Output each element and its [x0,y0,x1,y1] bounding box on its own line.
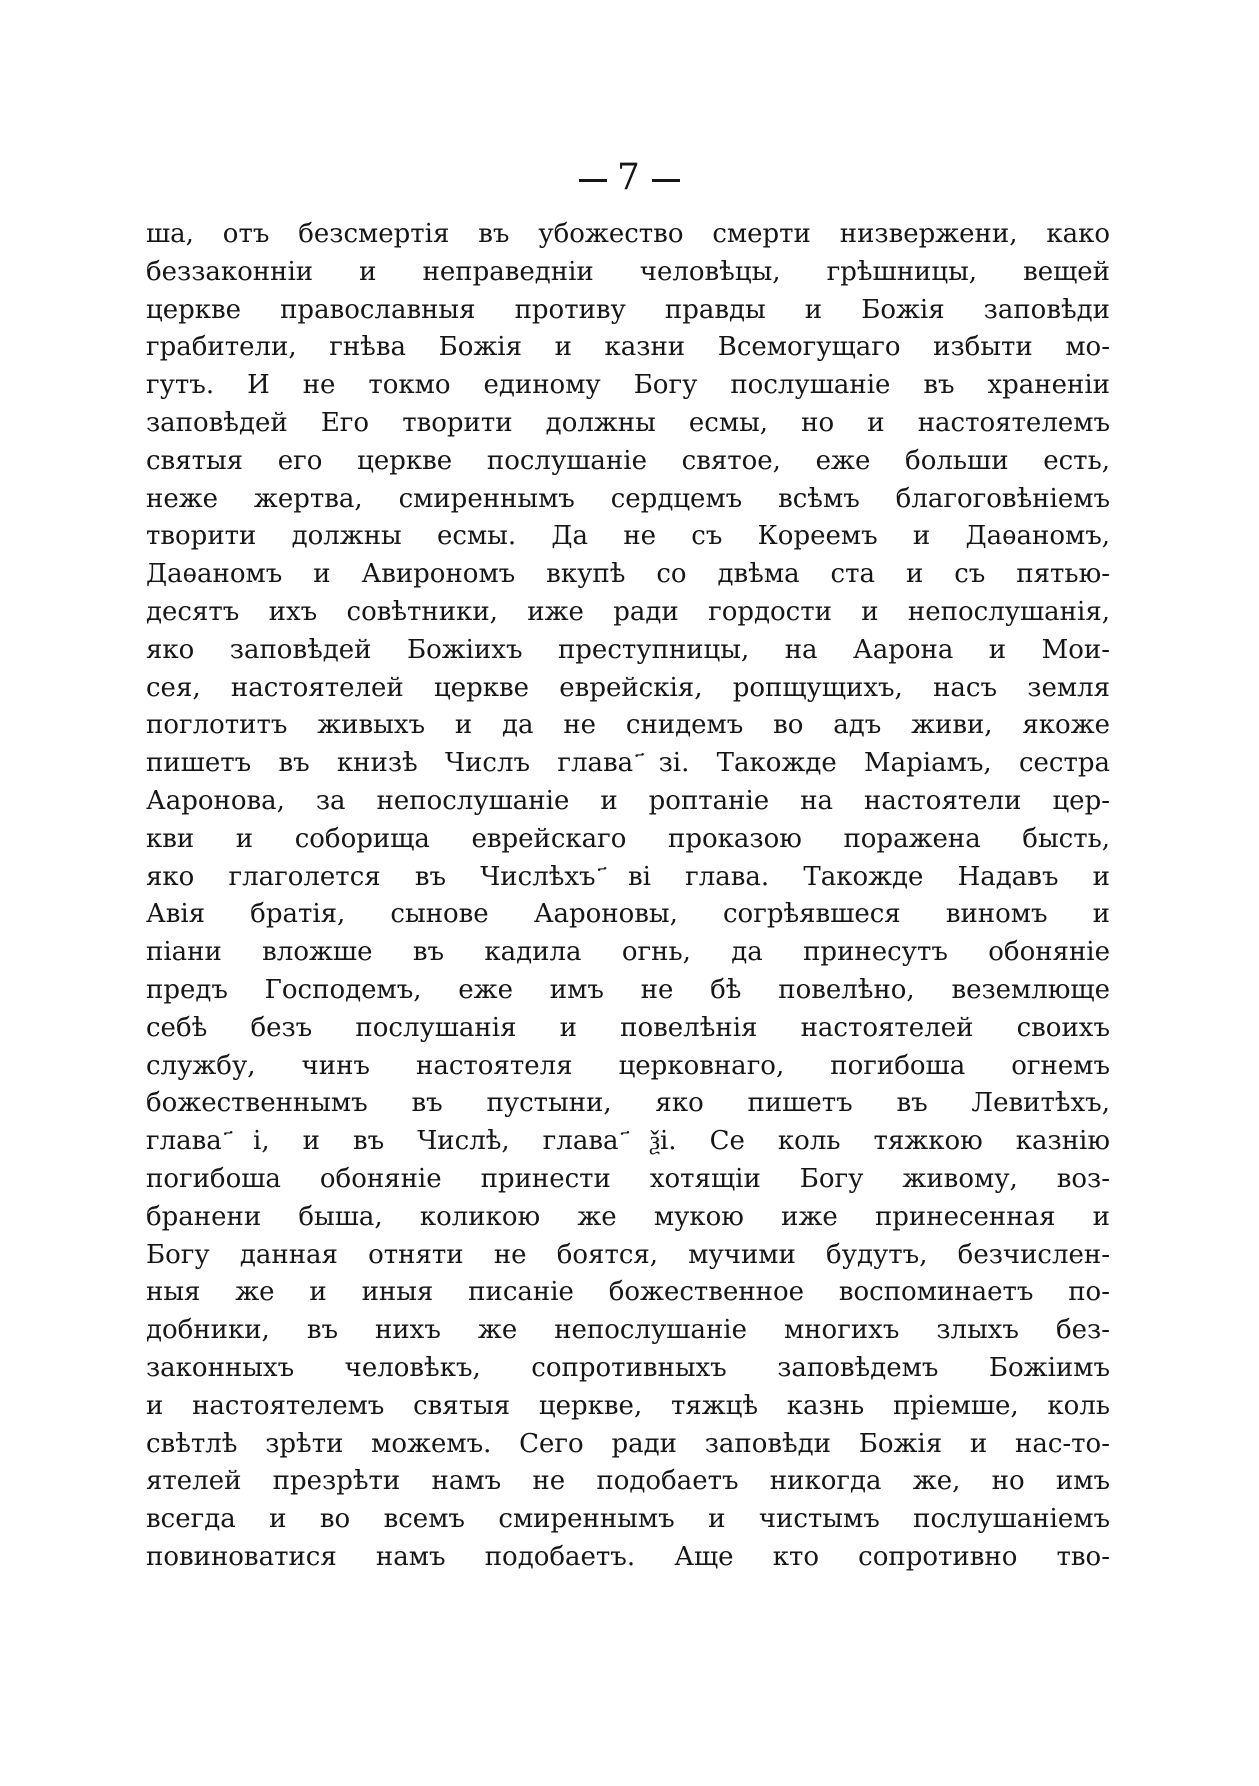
page-number: 7 [617,157,642,198]
page-number-header [0,158,1259,198]
text-line: ятелей презрѣти намъ не подобаетъ никогда же, но имъ [146,1466,1110,1497]
text-line: предъ Господемъ, еже имъ не бѣ повелѣно, веземлюще [146,974,1110,1005]
text-line: добники, въ нихъ же непослушаніе многихъ злыхъ без- [146,1315,1110,1346]
text-line: яко глаголется въ Числѣхъ ҃ві глава. Такожде Надавъ и [146,861,1110,892]
text-line: Даѳаномъ и Авирономъ вкупѣ со двѣма ста и съ пятью- [146,559,1110,590]
text-line: церкве православныя противу правды и Божія заповѣди [146,294,1110,325]
text-line: неже жертва, смиреннымъ сердцемъ всѣмъ благоговѣніемъ [146,483,1110,514]
right-dash [652,179,680,182]
text-line: заповѣдей Его творити должны есмы, но и настоятелемъ [146,407,1110,438]
text-line: Богу данная отняти не боятся, мучими будутъ, безчислен- [146,1239,1110,1270]
text-line: Ааронова, за непослушаніе и роптаніе на настоятели цер- [146,785,1110,816]
text-line: службу, чинъ настоятеля церковнаго, погибоша огнемъ [146,1050,1110,1081]
text-line: всегда и во всемъ смиреннымъ и чистымъ послушаніемъ [146,1504,1110,1535]
text-line: Авія братія, сынове Аароновы, согрѣявшеся виномъ и [146,899,1110,930]
text-line: погибоша обоняніе принести хотящіи Богу живому, воз- [146,1163,1110,1194]
text-line: грабители, гнѣва Божія и казни Всемогущаго избыти мо- [146,332,1110,363]
text-line: кви и соборища еврейскаго проказою поражена бысть, [146,823,1110,854]
text-line: сея, настоятелей церкве еврейскія, ропщущихъ, насъ земля [146,672,1110,703]
body-text [146,216,1110,1577]
text-line: святыя его церкве послушаніе святое, еже больши есть, [146,445,1110,476]
text-line: беззаконніи и неправедніи человѣцы, грѣшницы, вещей [146,256,1110,287]
left-dash [579,179,607,182]
text-line: ныя же и иныя писаніе божественное воспоминаетъ по- [146,1277,1110,1308]
text-line: глава ҃і, и въ Числѣ, глава ҃ѯі. Се коль тяжкою казнію [146,1126,1110,1157]
text-line: законныхъ человѣкъ, сопротивныхъ заповѣдемъ Божіимъ [146,1352,1110,1383]
text-line: и настоятелемъ святыя церкве, тяжцѣ казнь пріемше, коль [146,1390,1110,1421]
text-line: яко заповѣдей Божіихъ преступницы, на Аарона и Мои- [146,634,1110,665]
text-line: божественнымъ въ пустыни, яко пишетъ въ Левитѣхъ, [146,1088,1110,1119]
text-line: свѣтлѣ зрѣти можемъ. Сего ради заповѣди Божія и нас-то- [146,1428,1110,1459]
text-line: ша, отъ безсмертія въ убожество смерти низвержени, како [146,219,1110,249]
text-line: повиноватися намъ подобаетъ. Аще кто сопротивно тво- [146,1541,1110,1572]
text-line: поглотитъ живыхъ и да не снидемъ во адъ живи, якоже [146,710,1110,741]
text-line: творити должны есмы. Да не съ Кореемъ и Даѳаномъ, [146,521,1110,552]
text-line: пишетъ въ книзѣ Числъ глава ҃зі. Такожде Маріамъ, сестра [146,748,1110,779]
text-line: себѣ безъ послушанія и повелѣнія настоятелей своихъ [146,1012,1110,1043]
text-line: піани вложше въ кадила огнь, да принесутъ обоняніе [146,937,1110,968]
text-line: бранени быша, коликою же мукою иже принесенная и [146,1201,1110,1232]
text-line: десятъ ихъ совѣтники, иже ради гордости и непослушанія, [146,596,1110,627]
text-line: гутъ. И не токмо единому Богу послушаніе въ храненіи [146,370,1110,401]
